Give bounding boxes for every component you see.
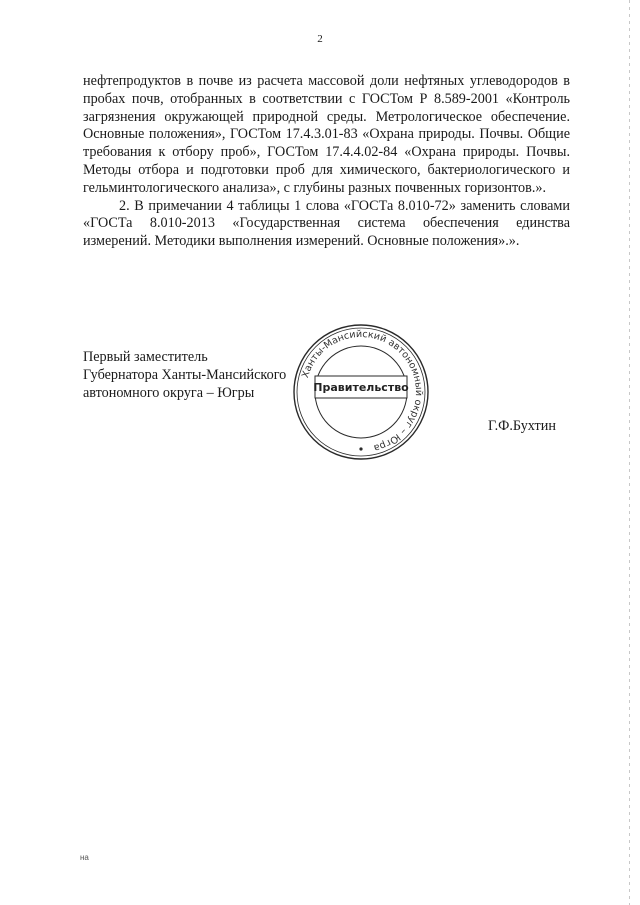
signer-name: Г.Ф.Бухтин	[488, 418, 556, 434]
signer-title-line-3: автономного округа – Югры	[83, 384, 255, 401]
signer-title-line-1: Первый заместитель	[83, 349, 208, 365]
page-number: 2	[317, 33, 323, 45]
paragraph-continuation: нефтепродуктов в почве из расчета массовой доли нефтяных углеводородов в пробах почв, отобранных в соответствии с ГОСТом Р 8.589-2001 «Контроль загрязнения окружающей природной среды. Метрологическое обеспечение. Основные положения», ГОСТом 17.4.3.01-83 «Охрана природы. Почвы. Общие требования к отбору проб», ГОСТом 17.4.4.02-84 «Охрана природы. Почвы. Методы отбора и подготовки проб для химического, бактериологического и гельминтологического анализа», с глубины разных почвенных горизонтов.».	[83, 73, 570, 196]
scan-edge-line	[629, 0, 630, 905]
seal-star-dot	[359, 447, 362, 450]
margin-mark: на	[80, 853, 89, 862]
body-text	[83, 73, 570, 251]
paragraph-item-2: 2. В примечании 4 таблицы 1 слова «ГОСТа 8.010-72» заменить словами «ГОСТа 8.010-2013 «Государственная система обеспечения единства измерений. Методики выполнения измерений. Основные положения».».	[83, 197, 570, 250]
signer-title-line-2: Губернатора Ханты-Мансийского	[83, 366, 287, 383]
official-seal	[291, 322, 431, 462]
signer-title	[83, 349, 286, 402]
seal-graphic	[291, 322, 431, 462]
seal-ring-text: Ханты-Мансийский автономный округ – Югра	[300, 328, 425, 454]
seal-center-text: Правительство	[313, 381, 409, 394]
